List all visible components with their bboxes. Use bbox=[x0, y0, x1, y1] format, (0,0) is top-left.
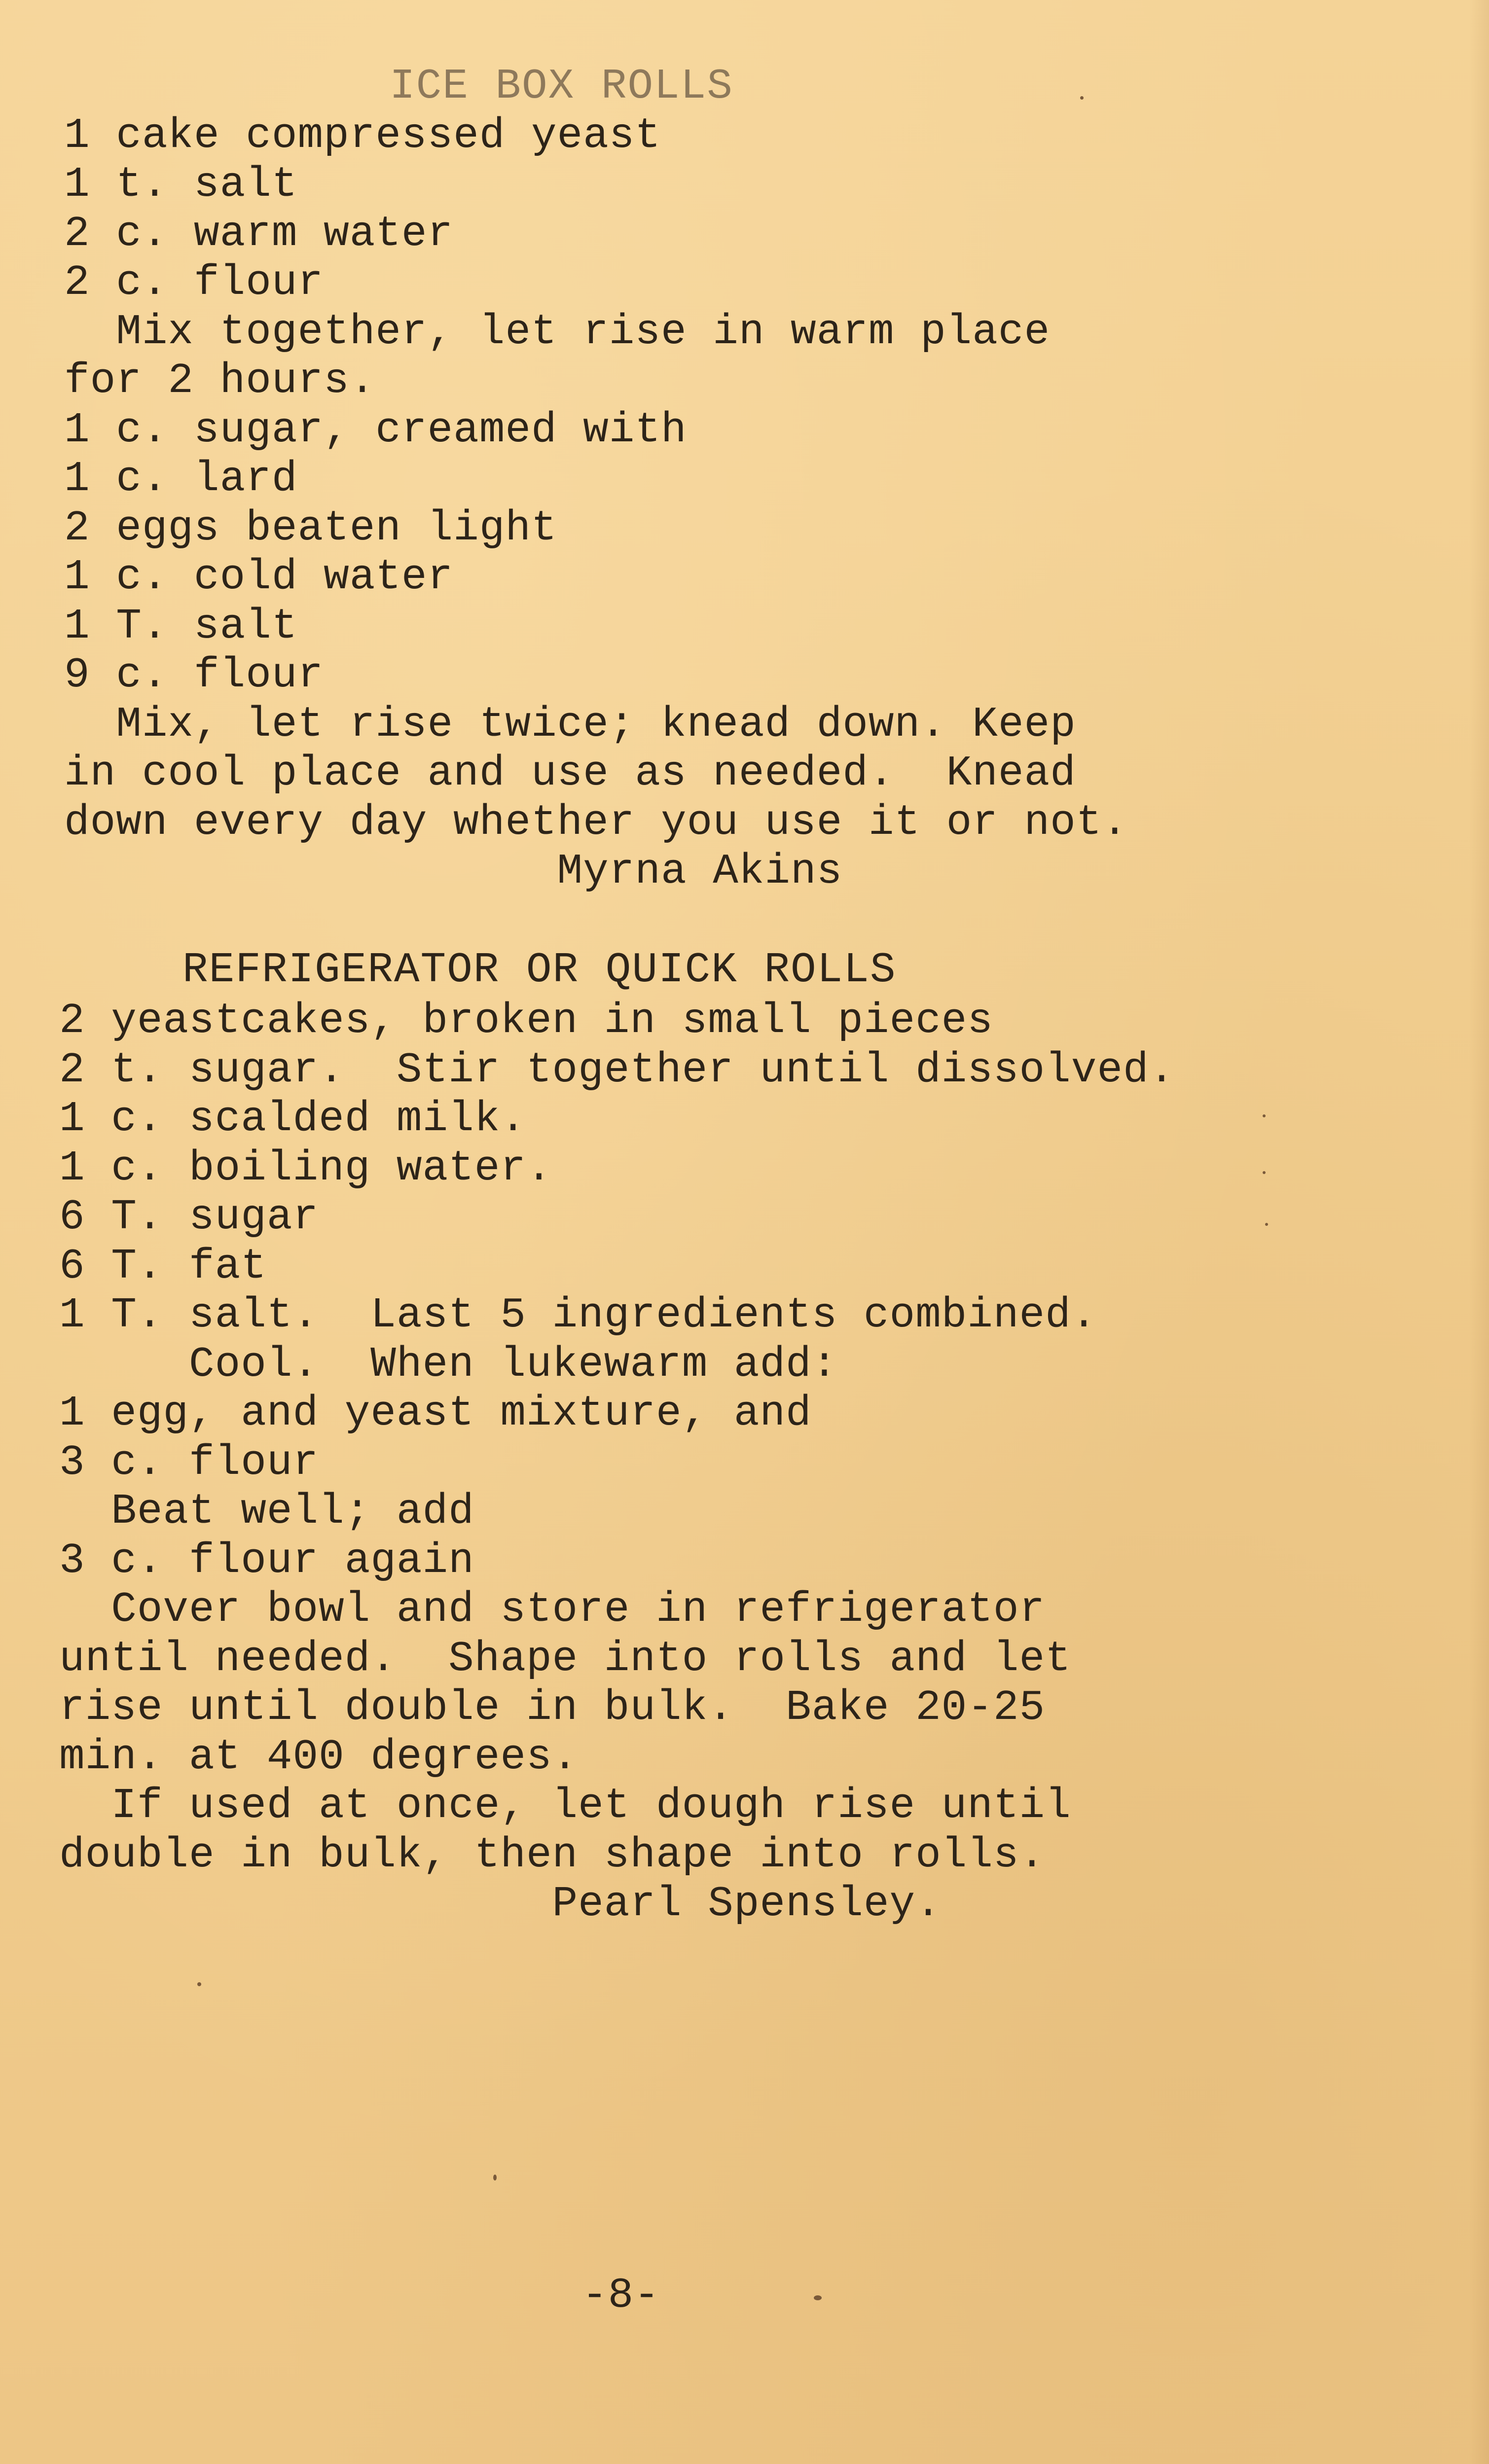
recipe-line: 1 cake compressed yeast bbox=[64, 111, 661, 160]
recipe-line: 1 c. lard bbox=[64, 455, 298, 503]
recipe-line: 2 t. sugar. Stir together until dissolved. bbox=[59, 1046, 1175, 1094]
recipe-line: double in bulk, then shape into rolls. bbox=[59, 1831, 1046, 1879]
paper-speck bbox=[1080, 96, 1084, 100]
recipe-line: 2 c. warm water bbox=[64, 210, 454, 258]
recipe-line: 2 yeastcakes, broken in small pieces bbox=[59, 997, 993, 1045]
recipe-line: 1 T. salt. Last 5 ingredients combined. bbox=[59, 1291, 1097, 1339]
recipe-line: 9 c. flour bbox=[64, 651, 324, 699]
recipe-author: Pearl Spensley. bbox=[59, 1880, 942, 1928]
recipe-line: min. at 400 degrees. bbox=[59, 1733, 579, 1781]
recipe-line: for 2 hours. bbox=[64, 357, 376, 405]
recipe-line: rise until double in bulk. Bake 20-25 bbox=[59, 1683, 1046, 1732]
recipe-line: 6 T. fat bbox=[59, 1242, 267, 1290]
recipe-line: If used at once, let dough rise until bbox=[59, 1782, 1071, 1830]
paper-speck bbox=[1263, 1114, 1266, 1117]
recipe-line: 1 c. sugar, creamed with bbox=[64, 406, 687, 454]
recipe-line: 1 c. boiling water. bbox=[59, 1144, 552, 1192]
recipe-line: 1 t. salt bbox=[64, 160, 298, 209]
recipe-line: Beat well; add bbox=[59, 1487, 474, 1536]
page-edge-shading bbox=[1469, 0, 1489, 2464]
recipe-title-ice-box-rolls: ICE BOX ROLLS bbox=[390, 62, 733, 110]
paper-speck bbox=[197, 1982, 201, 1986]
paper-speck bbox=[493, 2175, 497, 2180]
recipe-line: 2 eggs beaten light bbox=[64, 504, 557, 552]
recipe-line: in cool place and use as needed. Knead bbox=[64, 749, 1076, 797]
recipe-line: 1 c. scalded milk. bbox=[59, 1095, 526, 1143]
recipe-line: Mix together, let rise in warm place bbox=[64, 308, 1051, 356]
recipe-line: Cover bowl and store in refrigerator bbox=[59, 1585, 1046, 1634]
recipe-author: Myrna Akins bbox=[64, 847, 843, 895]
paper-speck bbox=[1263, 1171, 1266, 1174]
recipe-line: 1 T. salt bbox=[64, 602, 298, 650]
recipe-line: until needed. Shape into rolls and let bbox=[59, 1635, 1071, 1683]
page-number: -8- bbox=[582, 2271, 660, 2320]
paper-speck bbox=[1265, 1223, 1268, 1226]
paper-speck bbox=[814, 2295, 822, 2300]
recipe-line: Mix, let rise twice; knead down. Keep bbox=[64, 700, 1076, 749]
recipe-line: Cool. When lukewarm add: bbox=[59, 1340, 838, 1389]
recipe-line: 3 c. flour bbox=[59, 1438, 319, 1487]
recipe-line: 1 c. cold water bbox=[64, 553, 454, 601]
recipe-line: 2 c. flour bbox=[64, 258, 324, 307]
recipe-line: 6 T. sugar bbox=[59, 1193, 319, 1241]
recipe-line: down every day whether you use it or not. bbox=[64, 798, 1128, 847]
recipe-title-refrigerator-rolls: REFRIGERATOR OR QUICK ROLLS bbox=[182, 946, 897, 994]
recipe-line: 3 c. flour again bbox=[59, 1536, 474, 1585]
recipe-line: 1 egg, and yeast mixture, and bbox=[59, 1389, 812, 1437]
